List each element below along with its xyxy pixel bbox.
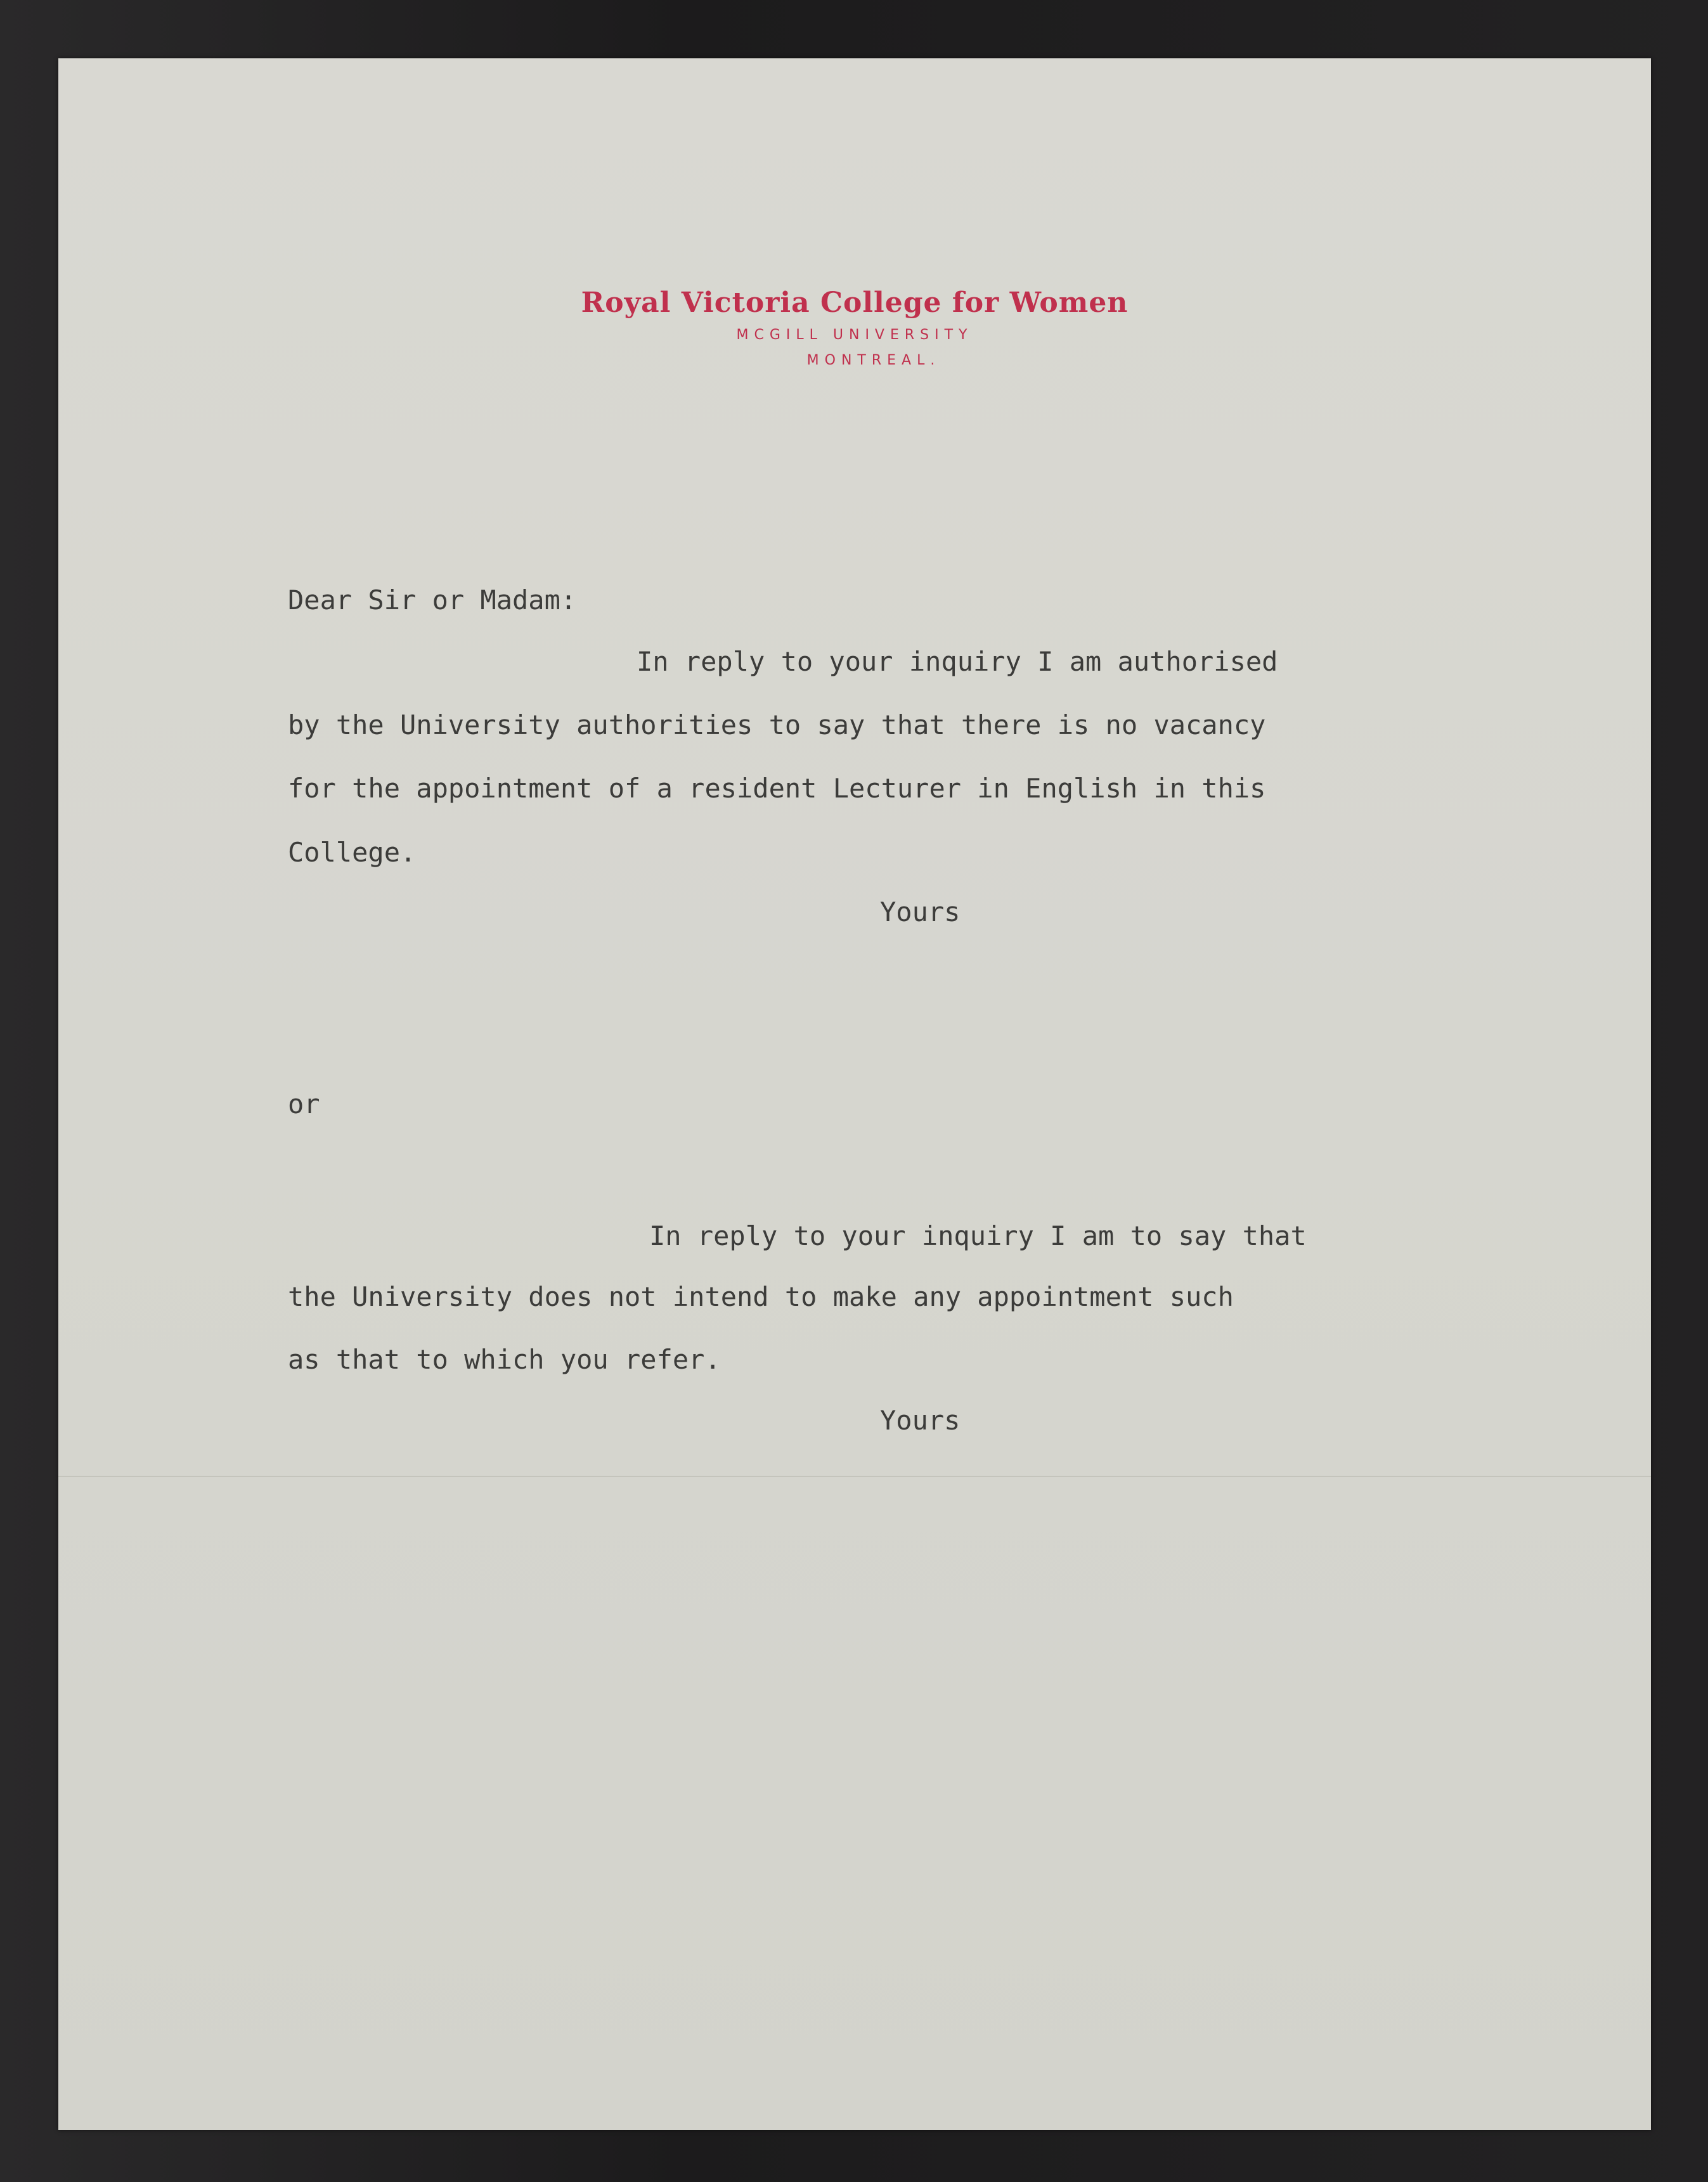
option2-line-1: In reply to your inquiry I am to say that bbox=[649, 1220, 1307, 1251]
letter-sheet bbox=[58, 58, 1651, 2130]
letterhead-institution: Royal Victoria College for Women bbox=[581, 287, 1129, 319]
option1-line-2: by the University authorities to say that there is no vacancy bbox=[288, 709, 1266, 740]
letterhead-city: MONTREAL. bbox=[806, 352, 941, 368]
letterhead bbox=[58, 283, 1651, 373]
separator-or: or bbox=[288, 1088, 320, 1120]
paper-fold bbox=[58, 1476, 1651, 1477]
option1-line-1: In reply to your inquiry I am authorised bbox=[637, 646, 1278, 677]
option2-line-3: as that to which you refer. bbox=[288, 1344, 721, 1375]
option2-closing: Yours bbox=[880, 1405, 961, 1436]
salutation: Dear Sir or Madam: bbox=[288, 584, 577, 616]
option2-line-2: the University does not intend to make any appointment such bbox=[288, 1281, 1234, 1312]
option1-line-3: for the appointment of a resident Lecturer in English in this bbox=[288, 773, 1266, 804]
letterhead-university: MCGILL UNIVERSITY bbox=[736, 327, 973, 343]
option1-line-4: College. bbox=[288, 837, 417, 868]
option1-closing: Yours bbox=[880, 896, 961, 927]
